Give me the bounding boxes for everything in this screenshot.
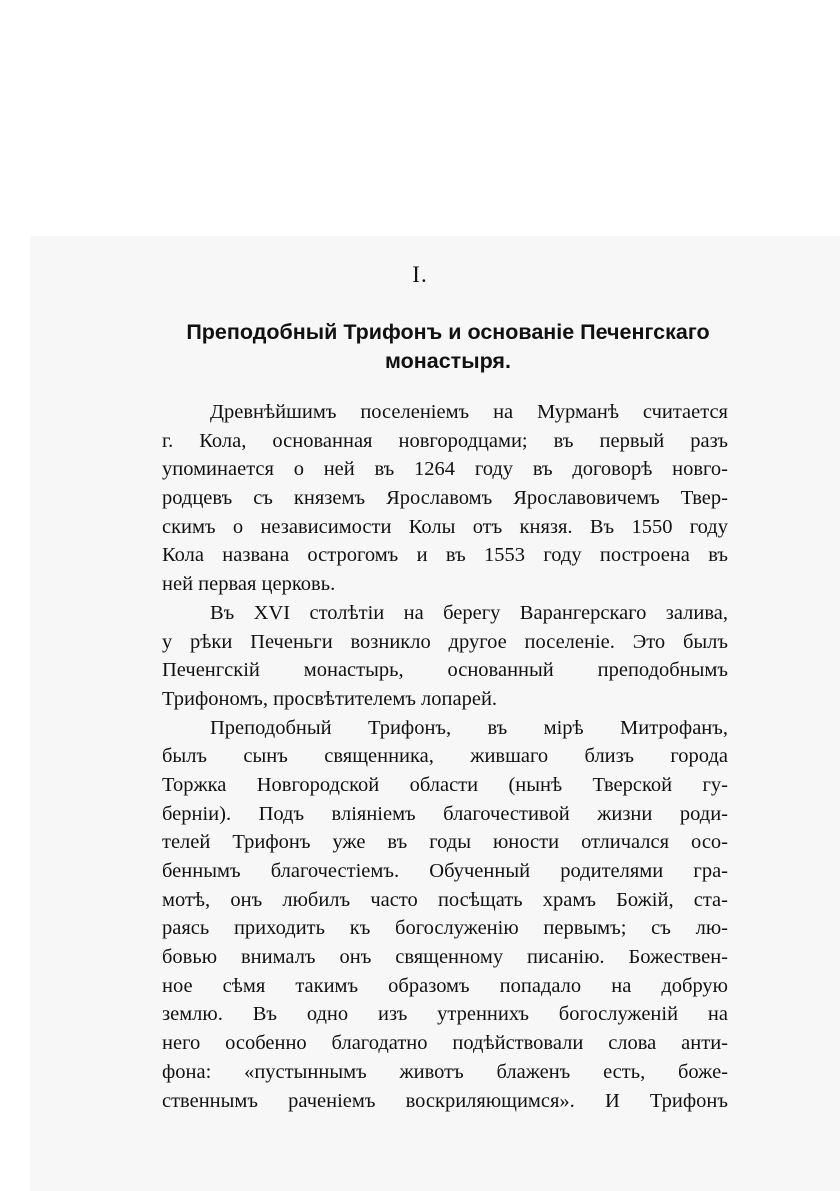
text-line: упоминается о ней въ 1264 году въ договорѣ новго- <box>162 458 728 481</box>
body-text <box>162 398 728 1115</box>
text-line: беннымъ благочестiемъ. Обученный родителями гра- <box>162 860 728 882</box>
text-line: него особенно благодатно подѣйствовали слова анти- <box>162 1032 728 1055</box>
text-line: ней первая церковь. <box>162 573 336 596</box>
text-line: Торжка Новгородской области (нынѣ Тверской гу- <box>162 773 728 796</box>
text-line: Въ XVI столѣтiи на берегу Варангерскаго залива, <box>210 601 728 624</box>
chapter-title-line: Преподобный Трифонъ и основанie Печенгскаго <box>186 320 710 344</box>
text-line: Преподобный Трифонъ, въ мiрѣ Митрофанъ, <box>210 716 728 739</box>
text-line: бовью внималъ онъ священному писанiю. Божествен- <box>162 946 728 969</box>
text-line: скимъ о независимости Колы отъ князя. Въ 1550 году <box>162 515 728 538</box>
chapter-number: I. <box>412 262 428 287</box>
text-line: ственнымъ раченiемъ воскриляющимся». И Трифонъ <box>162 1089 728 1112</box>
text-line: Кола названа острогомъ и въ 1553 году построена въ <box>162 544 728 567</box>
text-line: Печенгскiй монастырь, основанный преподобнымъ <box>162 659 728 682</box>
text-line: раясь приходить къ богослуженiю первымъ; съ лю- <box>162 917 728 940</box>
text-line: мотѣ, онъ любилъ часто посѣщать храмъ Божiй, ста- <box>162 888 728 911</box>
text-line: родцевъ съ княземъ Ярославомъ Ярославовичемъ Твер- <box>162 487 728 510</box>
text-line: г. Кола, основанная новгородцами; въ первый разъ <box>162 429 728 452</box>
text-line: былъ сынъ священника, жившаго близъ города <box>162 745 728 768</box>
text-line: землю. Въ одно изъ утреннихъ богослуженiй на <box>162 1003 728 1026</box>
text-line: бернiи). Подъ влiянiемъ благочестивой жизни роди- <box>162 802 728 825</box>
text-line: Древнѣйшимъ поселенiемъ на Мурманѣ считается <box>210 401 728 423</box>
text-line: ное сѣмя такимъ образомъ попадало на добрую <box>162 974 728 997</box>
text-line: телей Трифонъ уже въ годы юности отличался осо- <box>162 831 728 854</box>
chapter-title-line: монастыря. <box>385 349 511 373</box>
chapter-title <box>150 318 746 376</box>
text-line: фона: «пустыннымъ животъ блаженъ есть, боже- <box>162 1060 728 1083</box>
text-line: у рѣки Печеньги возникло другое поселенiе. Это былъ <box>162 630 728 653</box>
text-line: Трифономъ, просвѣтителемъ лопарей. <box>162 687 498 710</box>
